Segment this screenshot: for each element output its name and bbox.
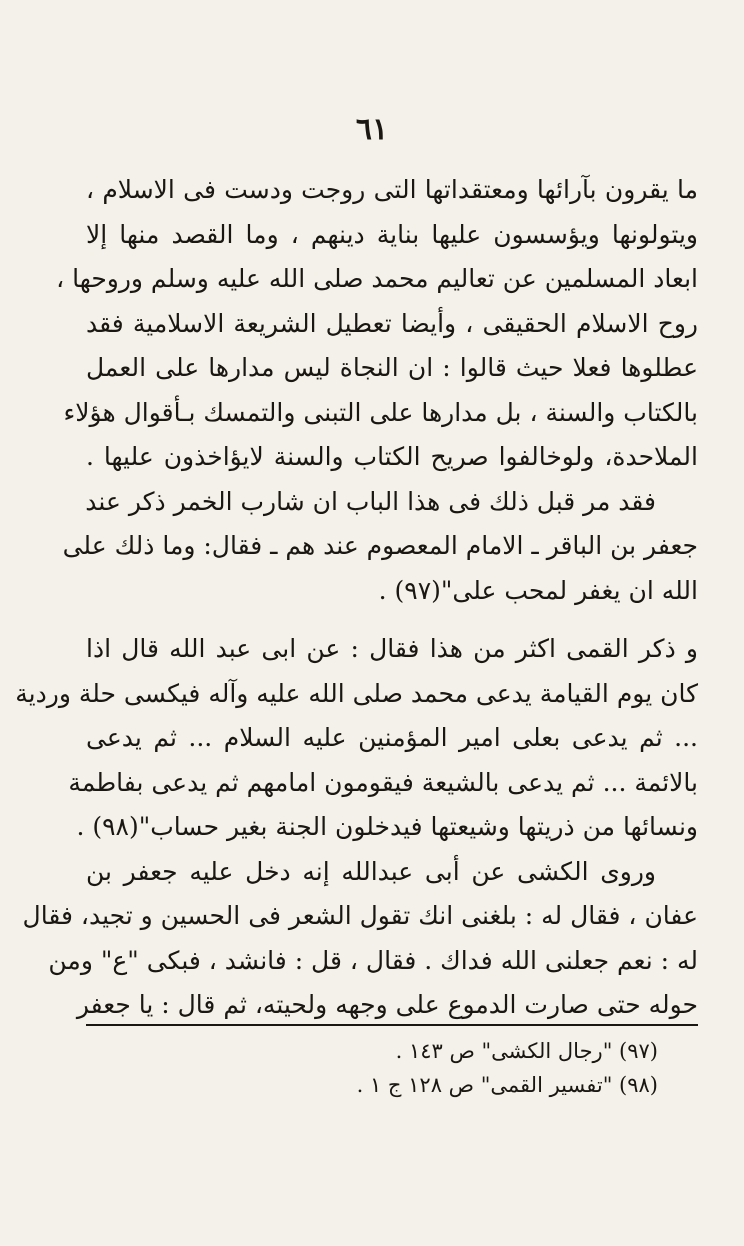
- page-number: ٦١: [355, 112, 389, 147]
- text-line: جعفر بن الباقر ـ الامام المعصوم عند هم ـ فقال: وما ذلك على: [62, 531, 698, 560]
- body-text: [15, 168, 698, 1028]
- text-line: و ذكر القمى اكثر من هذا فقال : عن ابى عبد الله قال اذا: [86, 634, 698, 663]
- text-line: فقد مر قبل ذلك فى هذا الباب ان شارب الخمر ذكر عند: [85, 486, 656, 516]
- paragraph: [56, 168, 698, 480]
- text-line: ... ثم يدعى بعلى امير المؤمنين عليه السلام ... ثم يدعى: [86, 723, 698, 752]
- text-line: حوله حتى صارت الدموع على وجهه ولحيته، ثم قال : يا جعفر: [76, 990, 698, 1019]
- text-line: وروى الكشى عن أبى عبدالله إنه دخل عليه جعفر بن: [86, 856, 656, 886]
- footnotes: [86, 1034, 698, 1102]
- paragraph: [22, 850, 698, 1028]
- text-line: بالكتاب والسنة ، بل مدارها على التبنى والتمسك بـأقوال هؤلاء: [63, 397, 698, 427]
- text-line: ونسائها من ذريتها وشيعتها فيدخلون الجنة بغير حساب"(٩٨) .: [76, 812, 698, 841]
- footnote: (٩٧) "رجال الكشى" ص ١٤٣ .: [395, 1039, 658, 1063]
- text-line: عفان ، فقال له : بلغنى انك تقول الشعر فى الحسين و تجيد، فقال: [22, 901, 698, 930]
- footnote: (٩٨) "تفسير القمى" ص ١٢٨ ج ١ .: [356, 1073, 658, 1097]
- text-line: عطلوها فعلا حيث قالوا : ان النجاة ليس مدارها على العمل: [86, 353, 698, 382]
- footnote-divider: [86, 1024, 698, 1026]
- text-line: روح الاسلام الحقيقى ، وأيضا تعطيل الشريعة الاسلامية فقد: [86, 308, 698, 338]
- text-line: ابعاد المسلمين عن تعاليم محمد صلى الله عليه وسلم وروحها ،: [56, 264, 698, 293]
- paragraph: [62, 480, 698, 614]
- text-line: الملاحدة، ولوخالفوا صريح الكتاب والسنة لايؤاخذون عليها .: [86, 442, 698, 471]
- text-line: ويتولونها ويؤسسون عليها بناية دينهم ، وما القصد منها إلا: [86, 219, 698, 249]
- text-line: بالائمة ... ثم يدعى بالشيعة فيقومون امامهم ثم يدعى بفاطمة: [68, 767, 698, 797]
- text-line: كان يوم القيامة يدعى محمد صلى الله عليه وآله فيكسى حلة وردية: [15, 678, 698, 708]
- text-line: له : نعم جعلنى الله فداك . فقال ، قل : فانشد ، فبكى "ع" ومن: [48, 945, 698, 975]
- text-line: الله ان يغفر لمحب على"(٩٧) .: [378, 575, 698, 605]
- text-line: ما يقرون بآرائها ومعتقداتها التى روجت ودست فى الاسلام ،: [86, 175, 698, 204]
- paragraph: [15, 627, 698, 850]
